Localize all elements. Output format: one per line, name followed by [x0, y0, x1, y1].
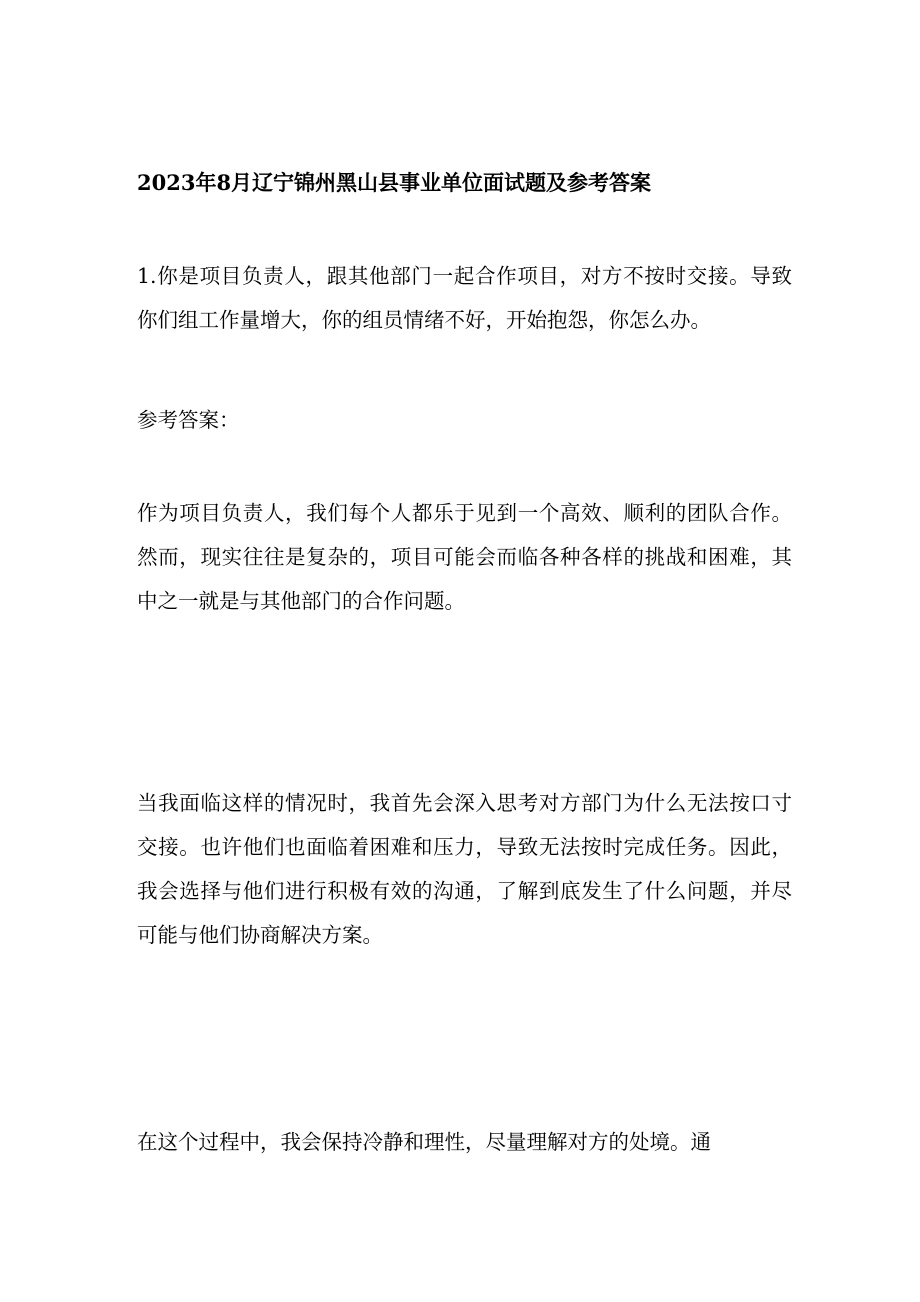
answer-paragraph-3: 在这个过程中，我会保持冷静和理性，尽量理解对方的处境。通	[137, 1130, 711, 1154]
question-1: 1.你是项目负责人，跟其他部门一起合作项目，对方不按时交接。导致你们组工作量增大，你的组员情绪不好，开始抱怨，你怎么办。	[137, 264, 792, 332]
answer-paragraph-2: 当我面临这样的情况时，我首先会深入思考对方部门为什么无法按口寸交接。也许他们也面临着困难和压力，导致无法按时完成任务。因此，我会选择与他们进行积极有效的沟通，了解到底发生了什么问题，并尽可能与他们协商解决方案。	[137, 791, 792, 947]
document-title: 2023年8月辽宁锦州黑山县事业单位面试题及参考答案	[137, 170, 652, 195]
answer-label: 参考答案：	[137, 408, 240, 432]
answer-paragraph-1: 作为项目负责人，我们每个人都乐于见到一个高效、顺利的团队合作。然而，现实往往是复杂的，项目可能会而临各种各样的挑战和困难，其中之一就是与其他部门的合作问题。	[137, 501, 792, 613]
